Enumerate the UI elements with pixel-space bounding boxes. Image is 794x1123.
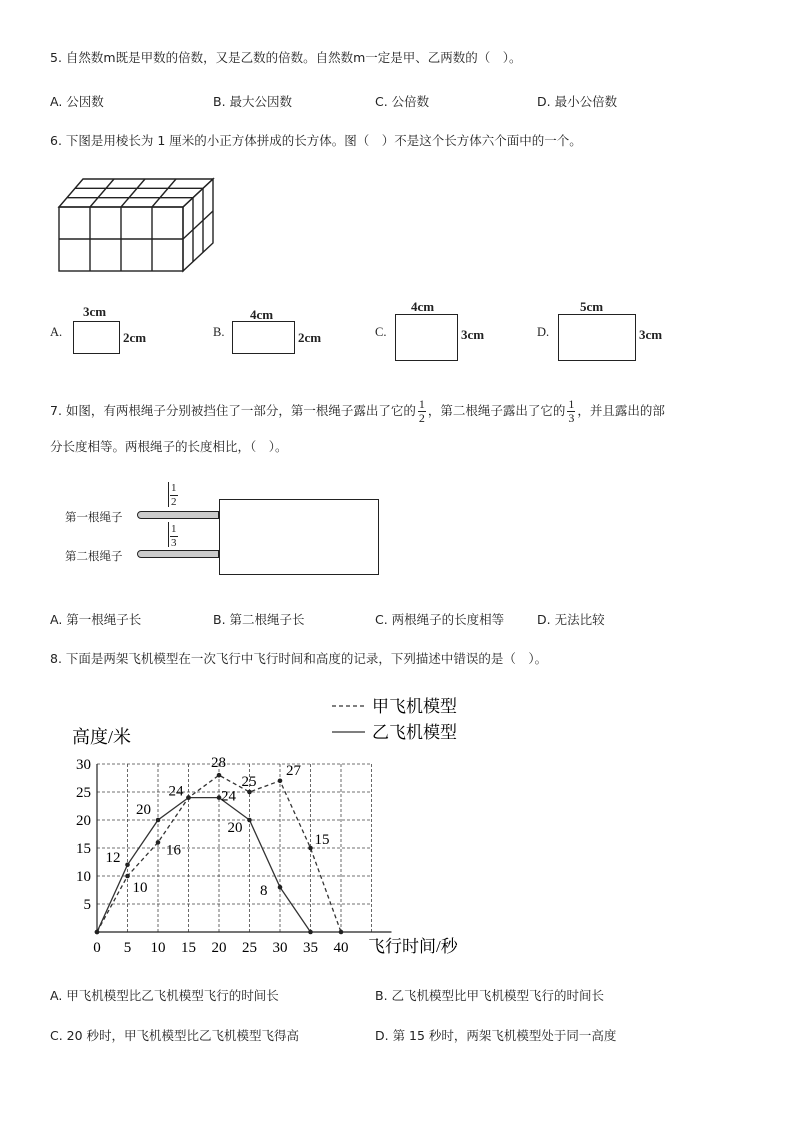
q8-stem: 8. 下面是两架飞机模型在一次飞行中飞行时间和高度的记录，下列描述中错误的是（ ）。 bbox=[50, 651, 548, 666]
data-point bbox=[125, 863, 130, 868]
y-tick-label: 25 bbox=[76, 785, 91, 801]
q7-stem-line2: 分长度相等。两根绳子的长度相比，（ ）。 bbox=[50, 439, 288, 454]
x-tick-label: 30 bbox=[272, 940, 288, 956]
q7-frac1-den: 2 bbox=[418, 411, 425, 425]
data-label: 25 bbox=[241, 774, 257, 790]
y-tick-label: 20 bbox=[76, 813, 91, 829]
q8-option-b[interactable]: B. 乙飞机模型比甲飞机模型飞行的时间长 bbox=[375, 988, 605, 1003]
q6-option-b-top-label: 4cm bbox=[250, 307, 274, 322]
rope2-frac-num: 1 bbox=[171, 523, 177, 535]
q7-frac1-num: 1 bbox=[418, 397, 425, 411]
q7-fraction-third bbox=[567, 398, 575, 425]
data-point bbox=[217, 773, 222, 778]
q5-option-d[interactable]: D. 最小公倍数 bbox=[537, 94, 618, 109]
q6-option-c-rectangle[interactable] bbox=[395, 314, 458, 361]
y-tick-label: 5 bbox=[83, 897, 91, 913]
q8-option-c[interactable]: C. 20 秒时，甲飞机模型比乙飞机模型飞得高 bbox=[50, 1028, 300, 1043]
x-tick-label: 5 bbox=[123, 940, 132, 956]
rope2-frac-den: 3 bbox=[171, 537, 177, 549]
q6-option-c-letter[interactable]: C. bbox=[375, 325, 387, 339]
q6-option-b-letter[interactable]: B. bbox=[213, 325, 225, 339]
q7-option-d[interactable]: D. 无法比较 bbox=[537, 612, 605, 627]
rope2-marker bbox=[168, 522, 169, 547]
y-tick-label: 10 bbox=[76, 869, 91, 885]
data-point bbox=[278, 885, 283, 890]
data-label: 28 bbox=[211, 755, 226, 772]
q6-option-d-top-label: 5cm bbox=[580, 299, 604, 314]
y-tick-label: 15 bbox=[76, 841, 91, 857]
q6-option-a-rectangle[interactable] bbox=[73, 321, 120, 354]
q5-stem: 5. 自然数m既是甲数的倍数，又是乙数的倍数。自然数m一定是甲、乙两数的（ ）。 bbox=[50, 50, 522, 65]
data-point bbox=[156, 840, 161, 845]
x-tick-label: 20 bbox=[211, 940, 227, 956]
data-label: 20 bbox=[227, 820, 243, 836]
x-tick-label: 10 bbox=[150, 940, 166, 956]
q6-option-c-side-label: 3cm bbox=[461, 327, 485, 342]
x-tick-label: 25 bbox=[242, 940, 257, 956]
q5-option-a[interactable]: A. 公因数 bbox=[50, 94, 104, 109]
q6-option-a-top-label: 3cm bbox=[83, 304, 107, 319]
q6-option-b-rectangle[interactable] bbox=[232, 321, 295, 354]
q7-stem-line1 bbox=[50, 397, 665, 425]
cuboid-figure bbox=[55, 175, 220, 275]
x-tick-label: 0 bbox=[93, 940, 101, 956]
rope1-frac-num: 1 bbox=[171, 482, 177, 494]
data-point bbox=[186, 795, 191, 800]
q5-option-c[interactable]: C. 公倍数 bbox=[375, 94, 430, 109]
q6-option-a-side-label: 2cm bbox=[123, 330, 147, 345]
rope1-label: 第一根绳子 bbox=[65, 510, 123, 524]
x-tick-label: 15 bbox=[181, 940, 196, 956]
q6-option-d-side-label: 3cm bbox=[639, 327, 663, 342]
data-point bbox=[339, 930, 344, 935]
rope2-label: 第二根绳子 bbox=[65, 549, 123, 563]
rope2-fraction bbox=[170, 523, 178, 550]
cover-box bbox=[219, 499, 379, 575]
q7-option-b[interactable]: B. 第二根绳子长 bbox=[213, 612, 305, 627]
q7-option-c[interactable]: C. 两根绳子的长度相等 bbox=[375, 612, 505, 627]
q6-option-b-side-label: 2cm bbox=[298, 330, 322, 345]
rope2-bar bbox=[137, 550, 219, 558]
data-label: 10 bbox=[132, 880, 148, 896]
q5-option-b[interactable]: B. 最大公因数 bbox=[213, 94, 293, 109]
data-label: 15 bbox=[314, 832, 330, 848]
rope1-fraction bbox=[170, 482, 178, 509]
data-point bbox=[95, 930, 100, 935]
data-point bbox=[156, 818, 161, 823]
data-point bbox=[308, 930, 313, 935]
q7-fraction-half bbox=[418, 398, 426, 425]
data-point bbox=[278, 779, 283, 784]
data-label: 24 bbox=[168, 783, 184, 800]
data-label: 8 bbox=[260, 883, 268, 900]
data-point bbox=[247, 818, 252, 823]
q6-option-c-top-label: 4cm bbox=[411, 299, 435, 314]
x-axis-label: 飞行时间/秒 bbox=[368, 937, 458, 956]
data-label: 12 bbox=[105, 849, 121, 866]
q6-option-d-rectangle[interactable] bbox=[558, 314, 636, 361]
q7-frac2-den: 3 bbox=[568, 411, 575, 425]
data-point bbox=[308, 846, 313, 851]
y-axis-label: 高度/米 bbox=[72, 727, 132, 747]
rope1-frac-den: 2 bbox=[171, 496, 177, 508]
q6-stem: 6. 下图是用棱长为 1 厘米的小正方体拼成的长方体。图（ ）不是这个长方体六个面中的一个。 bbox=[50, 133, 582, 148]
q7-stem-part-b: ，第二根绳子露出了它的 bbox=[427, 403, 566, 418]
x-tick-label: 40 bbox=[333, 940, 349, 956]
data-label: 24 bbox=[221, 788, 236, 805]
data-label: 16 bbox=[166, 842, 181, 859]
legend-label-2: 乙飞机模型 bbox=[372, 723, 457, 742]
rope1-marker bbox=[168, 482, 169, 507]
y-tick-label: 30 bbox=[76, 757, 91, 773]
q7-stem-part-c: ，并且露出的部 bbox=[577, 403, 665, 418]
chart-legend bbox=[332, 697, 457, 742]
data-label: 27 bbox=[286, 762, 301, 779]
q7-option-a[interactable]: A. 第一根绳子长 bbox=[50, 612, 142, 627]
data-point bbox=[125, 874, 130, 879]
data-point bbox=[247, 790, 252, 795]
legend-label-1: 甲飞机模型 bbox=[372, 697, 457, 716]
q6-option-d-letter[interactable]: D. bbox=[537, 325, 550, 339]
q6-option-a-letter[interactable]: A. bbox=[50, 325, 63, 339]
rope-figure bbox=[60, 478, 390, 583]
data-label: 20 bbox=[136, 802, 151, 818]
rope1-bar bbox=[137, 511, 219, 519]
q8-option-a[interactable]: A. 甲飞机模型比乙飞机模型飞行的时间长 bbox=[50, 988, 279, 1003]
q8-option-d[interactable]: D. 第 15 秒时，两架飞机模型处于同一高度 bbox=[375, 1028, 617, 1043]
q7-frac2-num: 1 bbox=[568, 397, 575, 411]
q7-stem-part-a: 7. 如图，有两根绳子分别被挡住了一部分，第一根绳子露出了它的 bbox=[50, 403, 416, 418]
x-tick-label: 35 bbox=[303, 940, 318, 956]
flight-chart bbox=[60, 690, 480, 965]
